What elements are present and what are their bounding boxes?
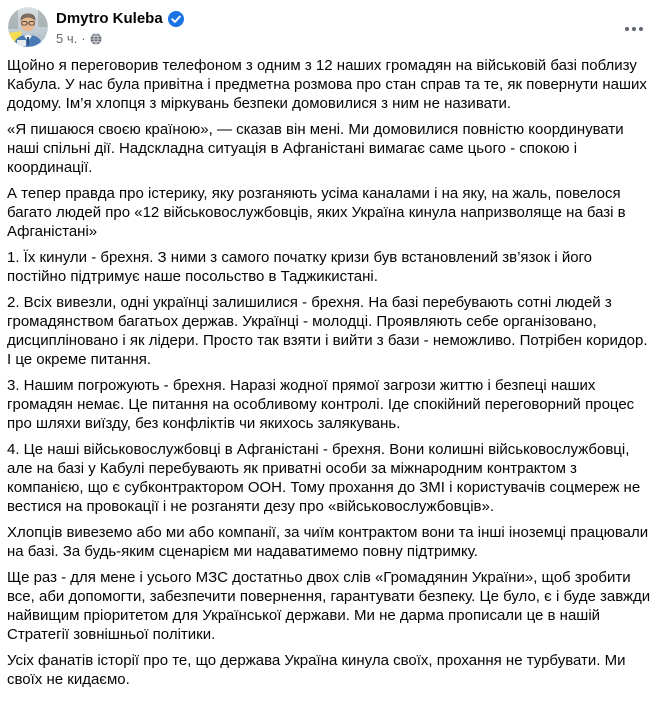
post-paragraph: 3. Нашим погрожують - брехня. Наразі жодної прямої загрози життю і безпеці наших громадян немає. Це питання на особливому контролі. Іде спокійний переговорний процес про шляхи виїзду, без конфліктів чи якихось залякувань. xyxy=(7,377,639,432)
post-paragraph: Ще раз - для мене і усього МЗС достатньо двох слів «Громадянин України», щоб зробити все, аби допомогти, забезпечити повернення, гарантувати безпеку. Це було, є і буде завжди найвищим пріоритетом для Української держави. Ми не дарма прописали це в нашій Стратегії зовнішньої політики. xyxy=(7,569,655,643)
post-timestamp[interactable]: 5 ч. xyxy=(56,31,78,46)
globe-icon xyxy=(90,33,102,45)
header-meta xyxy=(56,7,616,47)
post-paragraph: 4. Це наші військовослужбовці в Афганістані - брехня. Вони колишні військовослужбовці, але на базі у Кабулі перебувають як приватні особи за міжнародним контрактом з компанією, що є субконтрактором ООН. Тому прохання до ЗМІ і користувачів соцмереж не вестися на провокації і не розганяти дезу про «військовослужбовців». xyxy=(7,441,645,515)
post-paragraph: 2. Всіх вивезли, одні українці залишилися - брехня. На базі перебувають сотні людей з громадянством багатьох держав. Українці - молодці. Проявляють себе організовано, дисципліновано і як лідери. Просто так взяти і вийти з бази - неможливо. Потрібен коридор. І це окреме питання. xyxy=(7,294,652,368)
timestamp-separator: · xyxy=(81,31,86,46)
author-name[interactable]: Dmytro Kuleba xyxy=(56,10,163,27)
verified-badge-icon xyxy=(168,11,184,27)
avatar-image xyxy=(8,7,48,47)
avatar[interactable] xyxy=(8,7,48,47)
post-paragraph: Щойно я переговорив телефоном з одним з 12 наших громадян на військовій базі поблизу Кабула. У нас була привітна і предметна розмова про стан справ та те, як повернути наших додому. Ім’я хлопця з міркувань безпеки домовилися з ним не називати. xyxy=(7,57,652,112)
post-menu-button[interactable] xyxy=(616,15,652,43)
post-paragraph: Усіх фанатів історії про те, що держава Україна кинула своїх, прохання не турбувати. Ми своїх не кидаємо. xyxy=(7,652,630,688)
post-paragraph: Хлопців вивеземо або ми або компанії, за чиїм контрактом вони та інші іноземці працювали на базі. За будь-яким сценарієм ми надаватимемо повну підтримку. xyxy=(7,524,653,560)
post-paragraph: 1. Їх кинули - брехня. З ними з самого початку кризи був встановлений зв’язок і його постійно підтримує наше посольство в Таджикистані. xyxy=(7,249,597,285)
post-text xyxy=(0,47,664,689)
post-paragraph: А тепер правда про істерику, яку розганяють усіма каналами і на яку, на жаль, повелося багато людей про «12 військовослужбовців, яких Україна кинула напризволяще на базі в Афганістані» xyxy=(7,185,630,240)
ellipsis-icon xyxy=(625,27,643,31)
post-header xyxy=(0,0,664,47)
post-paragraph: «Я пишаюся своєю країною», — сказав він мені. Ми домовилися повністю координувати наші спільні дії. Надскладна ситуація в Афганістані вимагає саме цього - спокою і координації. xyxy=(7,121,628,176)
